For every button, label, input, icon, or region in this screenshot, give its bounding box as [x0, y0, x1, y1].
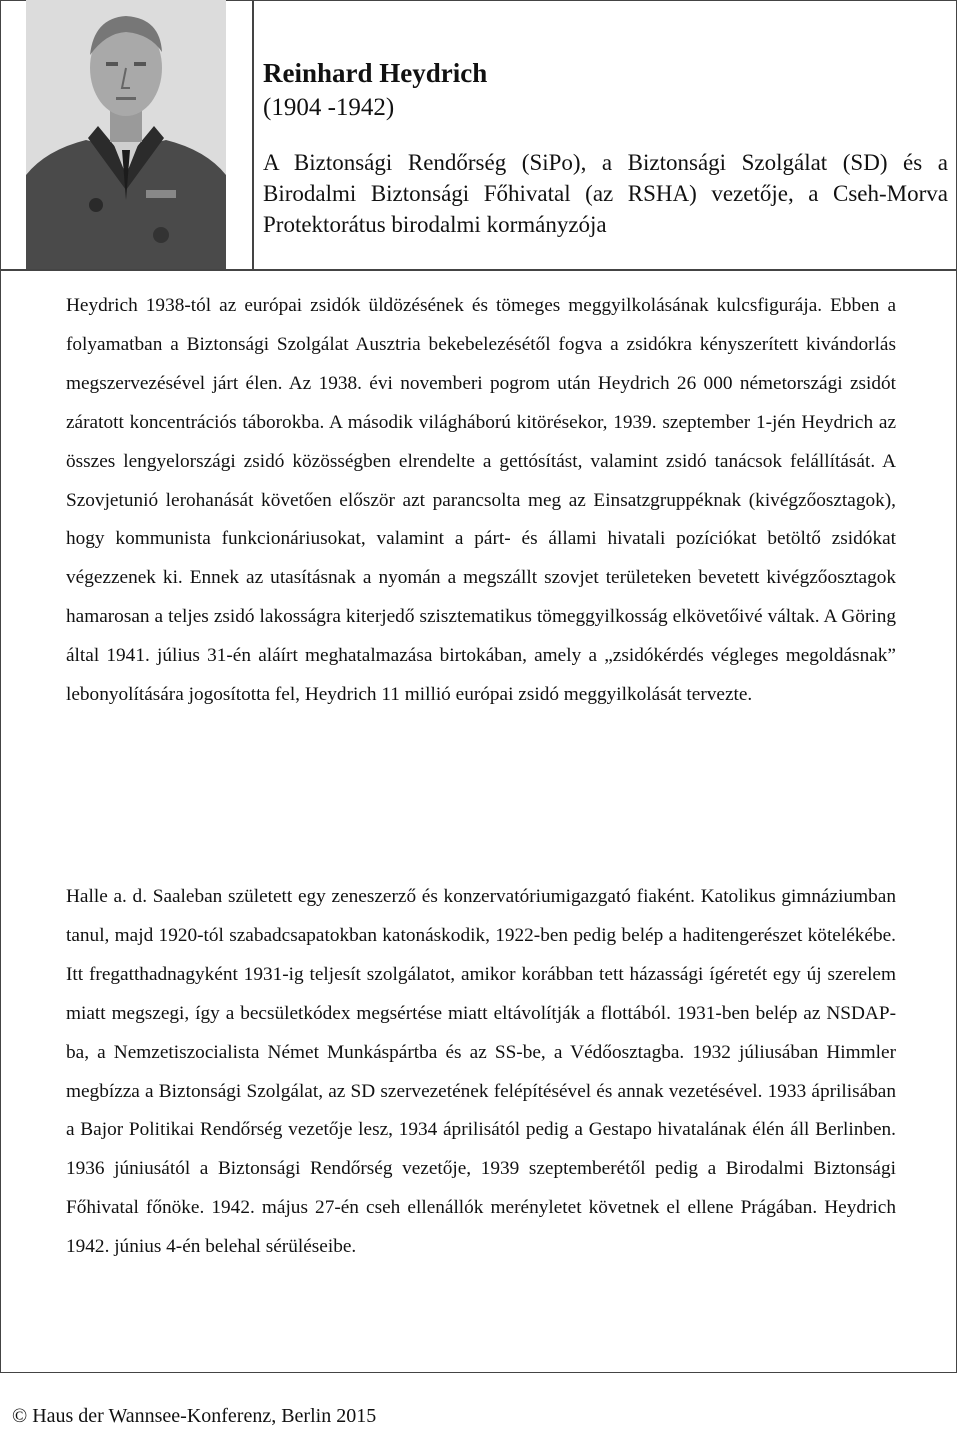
person-role: A Biztonsági Rendőrség (SiPo), a Biztonsági Szolgálat (SD) és a Birodalmi Biztonsági Főhivatal (az RSHA) vezetője, a Cseh-Morva Protektorátus birodalmi kormányzója: [263, 150, 948, 237]
photo-divider: [252, 0, 254, 270]
person-name: Reinhard Heydrich: [263, 58, 488, 88]
header-divider: [0, 269, 957, 271]
portrait-photo: [26, 0, 226, 269]
life-years: (1904 -1942): [263, 94, 395, 121]
copyright-footer: © Haus der Wannsee-Konferenz, Berlin 2015: [12, 1405, 377, 1427]
paragraph-persecution: Heydrich 1938-tól az európai zsidók üldözésének és tömeges meggyilkolásának kulcsfigurája. Ebben a folyamatban a Biztonsági Szolgálat Ausztria bekebelezésétől fogva a zsidókra kényszerített kivándorlás megszervezésével járt élen. Az 1938. évi novemberi pogrom után Heydrich 26 000 németországi zsidót záratott koncentrációs táborokba. A második világháború kitörésekor, 1939. szeptember 1-jén Heydrich az összes lengyelországi zsidó közösségben elrendelte a gettósítást, valamint zsidó tanácsok felállítását. A Szovjetunió lerohanását követően először azt parancsolta meg az Einsatzgruppéknak (kivégzőosztagok), hogy kommunista funkcionáriusokat, valamint a párt- és állami hivatali pozíciókat betöltő zsidókat végezzenek ki. Ennek az utasításnak a nyomán a megszállt szovjet területeken bevetett kivégzőosztagok hamarosan a teljes zsidó lakosságra kiterjedő szisztematikus tömeggyilkosság elkövetőivé váltak. A Göring által 1941. július 31-én aláírt meghatalmazása birtokában, amely a „zsidókérdés végleges megoldásnak” lebonyolítására jogosította fel, Heydrich 11 millió európai zsidó meggyilkolását tervezte.: [66, 295, 896, 706]
paragraph-biography: Halle a. d. Saaleban született egy zeneszerző és konzervatóriumigazgató fiaként. Katolikus gimnáziumban tanul, majd 1920-tól szabadcsapatokban katonáskodik, 1922-ben pedig belép a haditengerészet kötelékébe. Itt fregatthadnagyként 1931-ig teljesít szolgálatot, amikor korábban tett házassági ígéretét egy új szerelem miatt megszegi, így a becsületkódex megsértése miatt eltávolítják a flottából. 1931-ben belép az NSDAP-ba, a Nemzetiszocialista Német Munkáspártba és az SS-be, a Védőosztagba. 1932 júliusában Himmler megbízza a Biztonsági Szolgálat, az SD szervezetének felépítésével és annak vezetésével. 1933 áprilisában a Bajor Politikai Rendőrség vezetője lesz, 1934 áprilisától pedig a Gestapo hivatalának élén áll Berlinben. 1936 júniusától a Biztonsági Rendőrség vezetője, 1939 szeptemberétől pedig a Birodalmi Biztonsági Főhivatal főnöke. 1942. május 27-én cseh ellenállók merényletet követnek el ellene Prágában. Heydrich 1942. június 4-én belehal sérüléseibe.: [66, 886, 896, 1258]
